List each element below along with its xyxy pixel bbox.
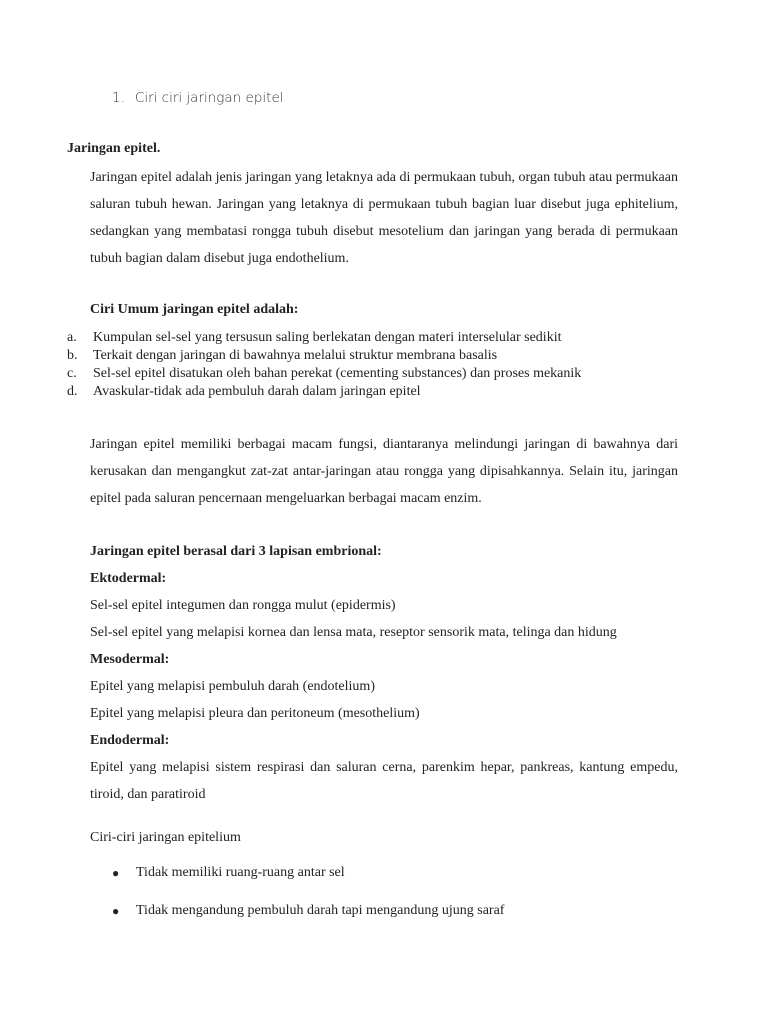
ektodermal-line: Sel-sel epitel yang melapisi kornea dan lensa mata, reseptor sensorik mata, telinga dan hidung	[90, 625, 617, 640]
ektodermal-line: Sel-sel epitel integumen dan rongga mulut (epidermis)	[90, 598, 396, 613]
mesodermal-line: Epitel yang melapisi pleura dan peritoneum (mesothelium)	[90, 706, 420, 721]
list-marker: b.	[67, 348, 78, 363]
heading-text: Ciri ciri jaringan epitel	[134, 90, 284, 106]
ciri-umum-list	[67, 329, 687, 401]
bullet-text: Tidak mengandung pembuluh darah tapi mengandung ujung saraf	[136, 903, 505, 918]
mesodermal-line: Epitel yang melapisi pembuluh darah (endotelium)	[90, 679, 375, 694]
endodermal-paragraph: Epitel yang melapisi sistem respirasi dan saluran cerna, parenkim hepar, pankreas, kantung empedu, tiroid, dan paratiroid	[90, 760, 678, 802]
bullet-item	[112, 903, 504, 919]
endodermal-title: Endodermal:	[90, 733, 170, 748]
list-item	[67, 383, 687, 401]
list-item	[67, 329, 687, 347]
list-marker: d.	[67, 384, 78, 399]
list-item-text: Terkait dengan jaringan di bawahnya melalui struktur membrana basalis	[93, 348, 498, 363]
bullet-item	[112, 865, 345, 881]
list-item-text: Kumpulan sel-sel yang tersusun saling berlekatan dengan materi interselular sedikit	[93, 330, 562, 345]
section-heading	[112, 90, 284, 106]
list-item	[67, 365, 687, 383]
list-marker: c.	[67, 366, 77, 381]
list-item-text: Avaskular-tidak ada pembuluh darah dalam jaringan epitel	[93, 384, 421, 399]
bullet-icon: ●	[112, 865, 120, 880]
mesodermal-title: Mesodermal:	[90, 652, 170, 667]
section-title-jaringan-epitel: Jaringan epitel.	[67, 141, 161, 156]
heading-number: 1.	[112, 90, 125, 106]
epitelium-title: Ciri-ciri jaringan epitelium	[90, 830, 241, 845]
bullet-icon: ●	[112, 903, 120, 918]
ciri-umum-title: Ciri Umum jaringan epitel adalah:	[90, 302, 299, 317]
intro-paragraph: Jaringan epitel adalah jenis jaringan yang letaknya ada di permukaan tubuh, organ tubuh atau permukaan saluran tubuh hewan. Jaringan yang letaknya di permukaan tubuh bagian luar disebut juga ephitelium, sedangkan yang membatasi rongga tubuh disebut mesotelium dan jaringan yang berada di permukaan tubuh bagian dalam disebut juga endothelium.	[90, 170, 678, 266]
bullet-text: Tidak memiliki ruang-ruang antar sel	[136, 865, 345, 880]
list-marker: a.	[67, 330, 77, 345]
fungsi-paragraph: Jaringan epitel memiliki berbagai macam fungsi, diantaranya melindungi jaringan di bawahnya dari kerusakan dan mengangkut zat-zat antar-jaringan atau rongga yang dipisahkannya. Selain itu, jaringan epitel pada saluran pencernaan mengeluarkan berbagai macam enzim.	[90, 437, 678, 506]
asal-title: Jaringan epitel berasal dari 3 lapisan embrional:	[90, 544, 382, 559]
list-item	[67, 347, 687, 365]
ektodermal-title: Ektodermal:	[90, 571, 167, 586]
list-item-text: Sel-sel epitel disatukan oleh bahan perekat (cementing substances) dan proses mekanik	[93, 366, 582, 381]
